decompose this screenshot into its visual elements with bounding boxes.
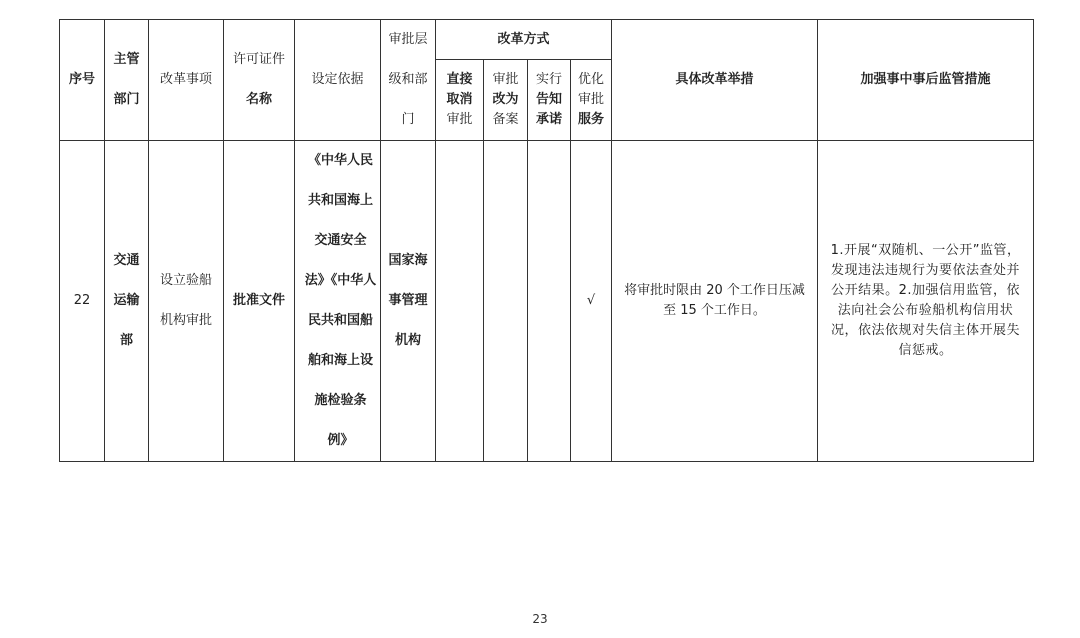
header-seq: 序号 [60, 20, 105, 141]
row-notify [528, 141, 571, 462]
row-item: 设立验船 机构审批 [149, 141, 224, 462]
header-optimize: 优化 审批 服务 [571, 60, 612, 141]
header-reform-method: 改革方式 [436, 20, 612, 60]
row-seq: 22 [60, 141, 105, 462]
page-number: 23 [532, 612, 548, 626]
row-measures: 将审批时限由 20 个工作日压减至 15 个工作日。 [612, 141, 818, 462]
header-filing: 审批 改为 备案 [484, 60, 528, 141]
row-filing [484, 141, 528, 462]
header-level: 审批层 级和部 门 [381, 20, 436, 141]
header-item: 改革事项 [149, 20, 224, 141]
header-license: 许可证件 名称 [224, 20, 295, 141]
row-basis: 《中华人民 共和国海上 交通安全 法》《中华人 民共和国船 舶和海上设 施检验条 例》 [295, 141, 381, 462]
row-level: 国家海 事管理 机构 [381, 141, 436, 462]
header-dept: 主管 部门 [105, 20, 149, 141]
row-license: 批准文件 [224, 141, 295, 462]
header-measures: 具体改革举措 [612, 20, 818, 141]
reform-table [59, 19, 1034, 462]
row-supervision: 1.开展“双随机、一公开”监管，发现违法违规行为要依法查处并公开结果。2.加强信用监管，依法向社会公布验船机构信用状况，依法依规对失信主体开展失信惩戒。 [818, 141, 1034, 462]
header-cancel: 直接 取消 审批 [436, 60, 484, 141]
row-optimize-check: √ [571, 141, 612, 462]
row-cancel [436, 141, 484, 462]
row-dept: 交通 运输 部 [105, 141, 149, 462]
header-notify: 实行 告知 承诺 [528, 60, 571, 141]
header-supervision: 加强事中事后监管措施 [818, 20, 1034, 141]
header-basis: 设定依据 [295, 20, 381, 141]
